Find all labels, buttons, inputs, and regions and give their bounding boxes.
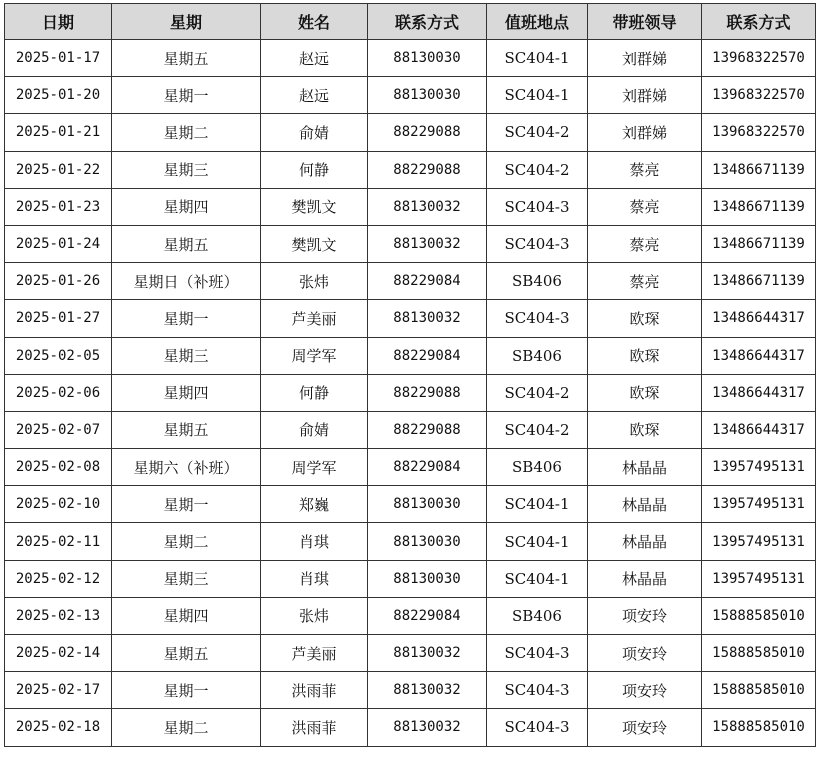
leader-contact-cell: 13486671139	[702, 225, 816, 262]
table-row	[5, 709, 816, 746]
contact-cell: 88229088	[368, 151, 487, 188]
date-cell: 2025-02-07	[5, 411, 112, 448]
contact-cell: 88229084	[368, 337, 487, 374]
date-cell: 2025-01-22	[5, 151, 112, 188]
leader-contact-cell: 15888585010	[702, 672, 816, 709]
contact-cell: 88130030	[368, 40, 487, 77]
header-location: 值班地点	[487, 4, 588, 40]
header-row	[5, 4, 816, 40]
location-cell: SC404-2	[487, 411, 588, 448]
header-contact: 联系方式	[368, 4, 487, 40]
location-cell: SB406	[487, 263, 588, 300]
weekday-cell: 星期五	[112, 411, 261, 448]
date-cell: 2025-02-11	[5, 523, 112, 560]
date-cell: 2025-02-13	[5, 597, 112, 634]
name-cell: 张炜	[261, 263, 368, 300]
header-name: 姓名	[261, 4, 368, 40]
contact-cell: 88130032	[368, 225, 487, 262]
leader-cell: 蔡亮	[588, 151, 702, 188]
contact-cell: 88229084	[368, 263, 487, 300]
location-cell: SC404-1	[487, 560, 588, 597]
leader-contact-cell: 13957495131	[702, 449, 816, 486]
leader-cell: 项安玲	[588, 709, 702, 746]
name-cell: 肖琪	[261, 560, 368, 597]
name-cell: 赵远	[261, 77, 368, 114]
leader-cell: 欧琛	[588, 337, 702, 374]
header-leader-contact: 联系方式	[702, 4, 816, 40]
weekday-cell: 星期五	[112, 225, 261, 262]
name-cell: 芦美丽	[261, 635, 368, 672]
name-cell: 张炜	[261, 597, 368, 634]
table-row	[5, 672, 816, 709]
table-row	[5, 151, 816, 188]
date-cell: 2025-01-23	[5, 188, 112, 225]
name-cell: 樊凯文	[261, 225, 368, 262]
name-cell: 何静	[261, 374, 368, 411]
date-cell: 2025-01-17	[5, 40, 112, 77]
leader-cell: 林晶晶	[588, 449, 702, 486]
table-row	[5, 374, 816, 411]
header-weekday: 星期	[112, 4, 261, 40]
location-cell: SC404-3	[487, 709, 588, 746]
date-cell: 2025-02-18	[5, 709, 112, 746]
leader-contact-cell: 13957495131	[702, 560, 816, 597]
location-cell: SC404-3	[487, 188, 588, 225]
leader-contact-cell: 13957495131	[702, 523, 816, 560]
leader-contact-cell: 13968322570	[702, 114, 816, 151]
location-cell: SC404-3	[487, 672, 588, 709]
contact-cell: 88229084	[368, 597, 487, 634]
weekday-cell: 星期三	[112, 337, 261, 374]
weekday-cell: 星期五	[112, 635, 261, 672]
leader-contact-cell: 13486671139	[702, 151, 816, 188]
name-cell: 芦美丽	[261, 300, 368, 337]
table-row	[5, 560, 816, 597]
name-cell: 俞婧	[261, 411, 368, 448]
location-cell: SC404-1	[487, 77, 588, 114]
leader-contact-cell: 15888585010	[702, 709, 816, 746]
table-row	[5, 263, 816, 300]
date-cell: 2025-01-27	[5, 300, 112, 337]
table-row	[5, 449, 816, 486]
contact-cell: 88130030	[368, 77, 487, 114]
leader-contact-cell: 15888585010	[702, 635, 816, 672]
weekday-cell: 星期三	[112, 560, 261, 597]
weekday-cell: 星期一	[112, 77, 261, 114]
location-cell: SC404-2	[487, 114, 588, 151]
date-cell: 2025-02-06	[5, 374, 112, 411]
contact-cell: 88130032	[368, 188, 487, 225]
date-cell: 2025-02-10	[5, 486, 112, 523]
leader-cell: 刘群娣	[588, 40, 702, 77]
weekday-cell: 星期五	[112, 40, 261, 77]
weekday-cell: 星期一	[112, 486, 261, 523]
contact-cell: 88229084	[368, 449, 487, 486]
name-cell: 周学军	[261, 449, 368, 486]
weekday-cell: 星期四	[112, 597, 261, 634]
location-cell: SC404-3	[487, 300, 588, 337]
date-cell: 2025-02-14	[5, 635, 112, 672]
table-row	[5, 300, 816, 337]
table-row	[5, 40, 816, 77]
leader-contact-cell: 13968322570	[702, 40, 816, 77]
date-cell: 2025-02-12	[5, 560, 112, 597]
location-cell: SB406	[487, 337, 588, 374]
weekday-cell: 星期四	[112, 188, 261, 225]
leader-cell: 欧琛	[588, 374, 702, 411]
leader-cell: 项安玲	[588, 597, 702, 634]
date-cell: 2025-02-05	[5, 337, 112, 374]
name-cell: 何静	[261, 151, 368, 188]
location-cell: SC404-1	[487, 523, 588, 560]
table-row	[5, 635, 816, 672]
leader-contact-cell: 13486671139	[702, 263, 816, 300]
header-leader: 带班领导	[588, 4, 702, 40]
leader-cell: 刘群娣	[588, 77, 702, 114]
contact-cell: 88130032	[368, 709, 487, 746]
table-row	[5, 523, 816, 560]
table-row	[5, 114, 816, 151]
contact-cell: 88229088	[368, 374, 487, 411]
contact-cell: 88130032	[368, 300, 487, 337]
weekday-cell: 星期二	[112, 709, 261, 746]
table-row	[5, 597, 816, 634]
contact-cell: 88130030	[368, 523, 487, 560]
table-row	[5, 225, 816, 262]
location-cell: SC404-1	[487, 40, 588, 77]
name-cell: 赵远	[261, 40, 368, 77]
leader-cell: 项安玲	[588, 672, 702, 709]
weekday-cell: 星期三	[112, 151, 261, 188]
table-row	[5, 486, 816, 523]
location-cell: SC404-3	[487, 635, 588, 672]
contact-cell: 88229088	[368, 411, 487, 448]
date-cell: 2025-01-24	[5, 225, 112, 262]
leader-cell: 蔡亮	[588, 188, 702, 225]
weekday-cell: 星期二	[112, 523, 261, 560]
leader-cell: 欧琛	[588, 411, 702, 448]
table-row	[5, 188, 816, 225]
duty-schedule-table	[4, 3, 816, 747]
name-cell: 俞婧	[261, 114, 368, 151]
leader-cell: 欧琛	[588, 300, 702, 337]
leader-contact-cell: 13486644317	[702, 374, 816, 411]
date-cell: 2025-01-21	[5, 114, 112, 151]
leader-contact-cell: 13486644317	[702, 300, 816, 337]
leader-contact-cell: 13968322570	[702, 77, 816, 114]
weekday-cell: 星期六（补班）	[112, 449, 261, 486]
leader-cell: 蔡亮	[588, 225, 702, 262]
contact-cell: 88130032	[368, 672, 487, 709]
location-cell: SC404-3	[487, 225, 588, 262]
name-cell: 郑巍	[261, 486, 368, 523]
location-cell: SB406	[487, 449, 588, 486]
contact-cell: 88130030	[368, 486, 487, 523]
leader-cell: 项安玲	[588, 635, 702, 672]
leader-contact-cell: 13486644317	[702, 337, 816, 374]
location-cell: SC404-2	[487, 151, 588, 188]
location-cell: SC404-1	[487, 486, 588, 523]
date-cell: 2025-02-17	[5, 672, 112, 709]
weekday-cell: 星期一	[112, 300, 261, 337]
name-cell: 樊凯文	[261, 188, 368, 225]
weekday-cell: 星期四	[112, 374, 261, 411]
contact-cell: 88130032	[368, 635, 487, 672]
leader-cell: 林晶晶	[588, 486, 702, 523]
leader-cell: 蔡亮	[588, 263, 702, 300]
leader-cell: 林晶晶	[588, 523, 702, 560]
name-cell: 周学军	[261, 337, 368, 374]
weekday-cell: 星期一	[112, 672, 261, 709]
weekday-cell: 星期二	[112, 114, 261, 151]
date-cell: 2025-01-26	[5, 263, 112, 300]
table-row	[5, 411, 816, 448]
date-cell: 2025-01-20	[5, 77, 112, 114]
contact-cell: 88130030	[368, 560, 487, 597]
weekday-cell: 星期日（补班）	[112, 263, 261, 300]
table-row	[5, 77, 816, 114]
leader-cell: 刘群娣	[588, 114, 702, 151]
date-cell: 2025-02-08	[5, 449, 112, 486]
name-cell: 洪雨菲	[261, 709, 368, 746]
leader-contact-cell: 13957495131	[702, 486, 816, 523]
name-cell: 洪雨菲	[261, 672, 368, 709]
location-cell: SC404-2	[487, 374, 588, 411]
location-cell: SB406	[487, 597, 588, 634]
leader-contact-cell: 15888585010	[702, 597, 816, 634]
contact-cell: 88229088	[368, 114, 487, 151]
leader-cell: 林晶晶	[588, 560, 702, 597]
table-row	[5, 337, 816, 374]
header-date: 日期	[5, 4, 112, 40]
name-cell: 肖琪	[261, 523, 368, 560]
leader-contact-cell: 13486644317	[702, 411, 816, 448]
leader-contact-cell: 13486671139	[702, 188, 816, 225]
